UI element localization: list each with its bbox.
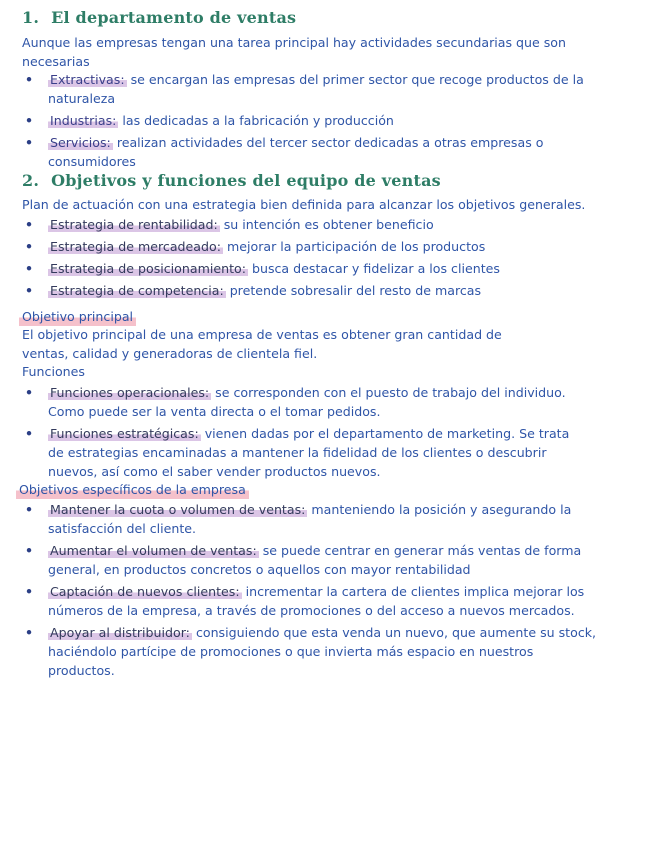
list-item-text: se corresponden con el puesto de trabajo del individuo. Como puede ser la venta directa o el tomar pedidos. [48, 385, 566, 419]
section-2-heading [22, 171, 441, 190]
list-item: • Estrategia de competencia: pretende sobresalir del resto de marcas [25, 283, 482, 298]
objetivo-principal-text: El objetivo principal de una empresa de ventas es obtener gran cantidad de ventas, calidad y generadoras de clientela fiel. [22, 327, 502, 361]
list-item-term: Mantener la cuota o volumen de ventas: [50, 502, 306, 517]
list-item: • Industrias: las dedicadas a la fabricación y producción [25, 113, 394, 128]
section-1-intro: Aunque las empresas tengan una tarea principal hay actividades secundarias que son necesarias [22, 35, 566, 69]
section-2-title: Objetivos y funciones del equipo de ventas [51, 171, 441, 190]
list-item: • Estrategia de rentabilidad: su intención es obtener beneficio [25, 217, 434, 232]
objetivos-especificos-list [22, 500, 597, 680]
list-item-text: su intención es obtener beneficio [219, 217, 434, 232]
section-1-title: El departamento de ventas [51, 8, 297, 27]
list-item-term: Industrias: [50, 113, 117, 128]
list-item-term: Captación de nuevos clientes: [50, 584, 240, 599]
list-item: • Extractivas: se encargan las empresas del primer sector que recoge productos de la naturaleza [25, 72, 584, 106]
list-item-term: Servicios: [50, 135, 111, 150]
list-item-text: pretende sobresalir del resto de marcas [225, 283, 482, 298]
section-1-number: 1. [22, 8, 40, 27]
list-item-text: se encargan las empresas del primer sector que recoge productos de la naturaleza [48, 72, 584, 106]
list-item-text: vienen dadas por el departamento de marketing. Se trata de estrategias encaminadas a mantener la fidelidad de los clientes o descubrir nuevos, así como el saber vender productos nuevos. [48, 426, 570, 479]
section-1-list [22, 70, 632, 171]
objetivos-especificos-heading: Objetivos específicos de la empresa [16, 480, 249, 499]
list-item-term: Estrategia de mercadeado: [50, 239, 221, 254]
list-item-text: las dedicadas a la fabricación y producción [118, 113, 394, 128]
list-item-text: busca destacar y fidelizar a los clientes [247, 261, 500, 276]
list-item-term: Funciones estratégicas: [50, 426, 199, 441]
list-item-term: Estrategia de posicionamiento: [50, 261, 246, 276]
list-item: • Estrategia de posicionamiento: busca destacar y fidelizar a los clientes [25, 261, 500, 276]
funciones-list [22, 383, 582, 481]
list-item: • Captación de nuevos clientes: incrementar la cartera de clientes implica mejorar los números de la empresa, a través de promociones o del acceso a nuevos mercados. [25, 584, 585, 618]
list-item-term: Estrategia de rentabilidad: [50, 217, 218, 232]
list-item-term: Extractivas: [50, 72, 125, 87]
funciones-heading: Funciones [22, 364, 85, 379]
objetivo-principal-heading: Objetivo principal [19, 307, 136, 326]
list-item-term: Estrategia de competencia: [50, 283, 224, 298]
list-item: • Servicios: realizan actividades del tercer sector dedicadas a otras empresas o consumidores [25, 135, 544, 169]
list-item-text: se puede centrar en generar más ventas de forma general, en productos concretos o aquellos con mayor rentabilidad [48, 543, 582, 577]
section-2-number: 2. [22, 171, 40, 190]
list-item-text: consiguiendo que esta venda un nuevo, que aumente su stock, haciéndolo partícipe de promociones o que invierta más espacio en nuestros productos. [48, 625, 597, 678]
list-item: • Apoyar al distribuidor: consiguiendo que esta venda un nuevo, que aumente su stock, haciéndolo partícipe de promociones o que invierta más espacio en nuestros productos. [25, 625, 597, 678]
section-2-intro: Plan de actuación con una estrategia bien definida para alcanzar los objetivos generales. [22, 197, 586, 212]
list-item-term: Apoyar al distribuidor: [50, 625, 190, 640]
list-item: • Funciones estratégicas: vienen dadas por el departamento de marketing. Se trata de estrategias encaminadas a mantener la fidelidad de los clientes o descubrir nuevos, así como el saber vender productos nuevos. [25, 426, 570, 479]
list-item: • Aumentar el volumen de ventas: se puede centrar en generar más ventas de forma general, en productos concretos o aquellos con mayor rentabilidad [25, 543, 582, 577]
list-item-text: mejorar la participación de los productos [222, 239, 486, 254]
list-item-term: Funciones operacionales: [50, 385, 210, 400]
list-item-text: realizan actividades del tercer sector dedicadas a otras empresas o consumidores [48, 135, 544, 169]
list-item-text: manteniendo la posición y asegurando la satisfacción del cliente. [48, 502, 572, 536]
section-1-heading [22, 8, 296, 27]
list-item: • Mantener la cuota o volumen de ventas: manteniendo la posición y asegurando la satisfacción del cliente. [25, 502, 572, 536]
list-item-term: Aumentar el volumen de ventas: [50, 543, 257, 558]
list-item-text: incrementar la cartera de clientes implica mejorar los números de la empresa, a través de promociones o del acceso a nuevos mercados. [48, 584, 585, 618]
section-2-list [22, 215, 632, 300]
list-item: • Estrategia de mercadeado: mejorar la participación de los productos [25, 239, 486, 254]
list-item: • Funciones operacionales: se corresponden con el puesto de trabajo del individuo. Como puede ser la venta directa o el tomar pedidos. [25, 385, 566, 419]
